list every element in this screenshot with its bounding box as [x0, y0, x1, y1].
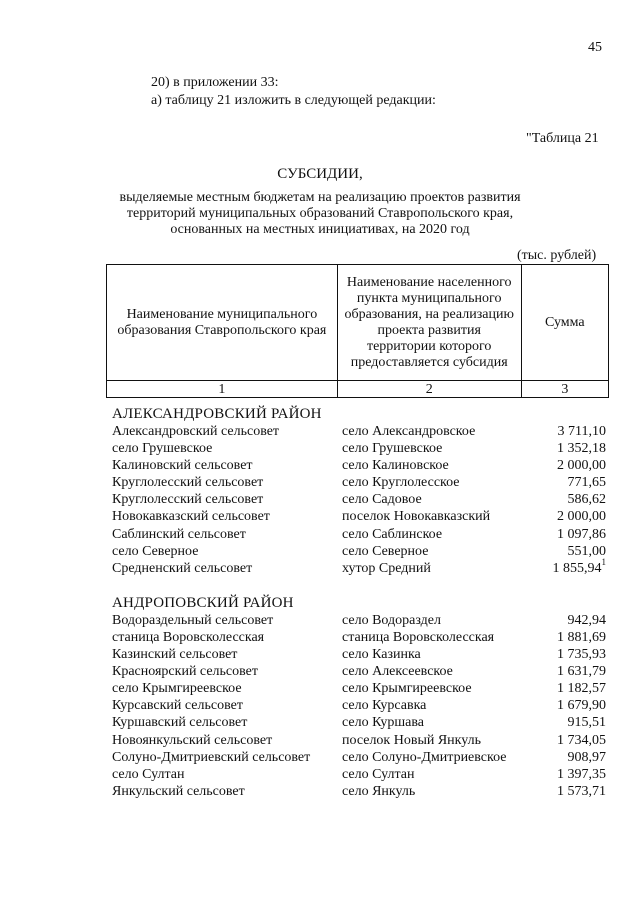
- header-municipality: Наименование муниципального образования Ставропольского края: [107, 265, 338, 381]
- table-row: [112, 612, 612, 629]
- settlement-cell: село Крымгиреевское: [342, 681, 472, 697]
- municipality-cell: Казинский сельсовет: [112, 647, 238, 663]
- municipality-cell: Янкульский сельсовет: [112, 783, 245, 799]
- settlement-cell: село Саблинское: [342, 526, 443, 542]
- subtitle-line-3: основанных на местных инициативах, на 2020 год: [170, 222, 470, 237]
- amount-value: 1 881,69: [557, 629, 606, 645]
- amount-cell: [557, 766, 606, 783]
- municipality-cell: село Северное: [112, 543, 199, 559]
- document-title: СУБСИДИИ,: [277, 166, 363, 182]
- settlement-cell: село Водораздел: [342, 612, 441, 628]
- amount-value: 551,00: [567, 543, 606, 559]
- municipality-cell: Круглолесский сельсовет: [112, 475, 264, 491]
- municipality-cell: Куршавский сельсовет: [112, 715, 248, 731]
- amount-value: 1 855,94: [552, 560, 602, 576]
- district-heading: АЛЕКСАНДРОВСКИЙ РАЙОН: [112, 406, 322, 422]
- amount-value: 1 735,93: [557, 647, 606, 663]
- amount-cell: [557, 508, 606, 525]
- table-row: [112, 526, 612, 543]
- header-col-number-3: 3: [521, 381, 608, 398]
- amount-cell: [552, 557, 607, 577]
- municipality-cell: село Султан: [112, 766, 185, 782]
- amount-value: 908,97: [567, 749, 606, 765]
- amount-value: 586,62: [567, 492, 606, 508]
- subtitle-line-2: территорий муниципальных образований Ставропольского края,: [126, 206, 514, 221]
- amount-value: 1 679,90: [557, 698, 606, 714]
- amount-value: 1 573,71: [557, 783, 606, 799]
- municipality-cell: Новоянкульский сельсовет: [112, 732, 273, 748]
- table-row: [112, 697, 612, 714]
- footnote-marker: 1: [601, 557, 606, 568]
- municipality-cell: Круглолесский сельсовет: [112, 492, 264, 508]
- table-reference: "Таблица 21: [526, 131, 599, 146]
- settlement-cell: село Калиновское: [342, 458, 449, 474]
- settlement-cell: хутор Средний: [342, 560, 431, 576]
- amount-cell: [568, 474, 607, 491]
- amount-cell: [557, 457, 606, 474]
- table-row: [112, 557, 612, 577]
- amount-value: 1 097,86: [557, 526, 606, 542]
- amount-value: 2 000,00: [557, 458, 606, 474]
- settlement-cell: село Александровское: [342, 424, 476, 439]
- amount-value: 771,65: [567, 475, 606, 491]
- settlement-cell: поселок Новокавказский: [342, 509, 491, 525]
- amount-cell: [557, 732, 606, 749]
- settlement-cell: поселок Новый Янкуль: [342, 732, 482, 748]
- municipality-cell: село Грушевское: [112, 441, 213, 457]
- amount-cell: [557, 646, 606, 663]
- intro-line-1: 20) в приложении 33:: [151, 75, 279, 90]
- amount-value: 2 000,00: [557, 509, 606, 525]
- amount-cell: [568, 491, 607, 508]
- header-col-number-1: 1: [107, 381, 338, 398]
- amount-cell: [557, 629, 606, 646]
- municipality-cell: станица Воровсколесская: [112, 629, 265, 645]
- amount-cell: [557, 440, 606, 457]
- amount-cell: [568, 749, 607, 766]
- intro-line-2: а) таблицу 21 изложить в следующей редакции:: [151, 93, 436, 108]
- municipality-cell: Курсавский сельсовет: [112, 698, 243, 714]
- district-heading: АНДРОПОВСКИЙ РАЙОН: [112, 594, 294, 611]
- subtitle-line-1: выделяемые местным бюджетам на реализацию проектов развития: [119, 190, 521, 205]
- table-row: [112, 646, 612, 663]
- amount-cell: [557, 663, 606, 680]
- amount-value: 1 631,79: [557, 664, 606, 680]
- amount-cell: [557, 680, 606, 697]
- table-row: [112, 714, 612, 731]
- table-row: [112, 680, 612, 697]
- municipality-cell: Новокавказский сельсовет: [112, 509, 270, 525]
- settlement-cell: село Круглолесское: [342, 475, 460, 491]
- amount-value: 3 711,10: [557, 424, 606, 439]
- amount-value: 942,94: [567, 612, 606, 628]
- table-row: [112, 457, 612, 474]
- municipality-cell: село Крымгиреевское: [112, 681, 242, 697]
- document-subtitle: [100, 190, 540, 238]
- settlement-cell: село Султан: [342, 766, 415, 782]
- amount-value: 1 397,35: [557, 766, 606, 782]
- amount-cell: [557, 526, 606, 543]
- table-row: [112, 663, 612, 680]
- municipality-cell: Саблинский сельсовет: [112, 526, 246, 542]
- amount-value: 915,51: [567, 715, 606, 731]
- municipality-cell: Красноярский сельсовет: [112, 664, 258, 680]
- municipality-cell: Александровский сельсовет: [112, 424, 280, 439]
- settlement-cell: село Садовое: [342, 492, 422, 508]
- table-header: [106, 264, 609, 398]
- amount-cell: [568, 612, 607, 629]
- table-row: [112, 543, 612, 560]
- settlement-cell: село Куршава: [342, 715, 425, 731]
- table-row: [112, 491, 612, 508]
- amount-cell: [557, 783, 606, 800]
- amount-value: 1 182,57: [557, 681, 606, 697]
- table-row: [112, 440, 612, 457]
- municipality-cell: Водораздельный сельсовет: [112, 612, 274, 628]
- table-row: [112, 474, 612, 491]
- table-row: [112, 783, 612, 800]
- municipality-cell: Калиновский сельсовет: [112, 458, 253, 474]
- page-number: 45: [588, 40, 602, 55]
- table-body: [112, 406, 612, 800]
- municipality-cell: Средненский сельсовет: [112, 560, 253, 576]
- table-row: [112, 629, 612, 646]
- header-settlement: Наименование населенного пункта муниципального образования, на реализацию проекта развития территории которого предоставляется субсидия: [337, 265, 521, 381]
- table-row: [112, 749, 612, 766]
- table-row: [112, 766, 612, 783]
- amount-cell: [568, 543, 607, 560]
- header-amount: Сумма: [521, 265, 608, 381]
- amount-value: 1 352,18: [557, 441, 606, 457]
- settlement-cell: село Северное: [342, 543, 429, 559]
- settlement-cell: станица Воровсколесская: [342, 629, 495, 645]
- table-row: [112, 508, 612, 525]
- settlement-cell: село Алексеевское: [342, 664, 453, 680]
- district-spacer: [112, 577, 612, 595]
- table-row: [112, 732, 612, 749]
- municipality-cell: Солуно-Дмитриевский сельсовет: [112, 749, 311, 765]
- amount-cell: [568, 714, 607, 731]
- settlement-cell: село Янкуль: [342, 783, 416, 799]
- table-row: [112, 423, 612, 440]
- units-label: (тыс. рублей): [517, 248, 597, 263]
- settlement-cell: село Солуно-Дмитриевское: [342, 749, 507, 765]
- amount-value: 1 734,05: [557, 732, 606, 748]
- amount-cell: [557, 697, 606, 714]
- intro-text: [151, 74, 436, 110]
- amount-cell: [558, 423, 606, 440]
- settlement-cell: село Казинка: [342, 647, 421, 663]
- settlement-cell: село Курсавка: [342, 698, 427, 714]
- settlement-cell: село Грушевское: [342, 441, 443, 457]
- header-col-number-2: 2: [337, 381, 521, 398]
